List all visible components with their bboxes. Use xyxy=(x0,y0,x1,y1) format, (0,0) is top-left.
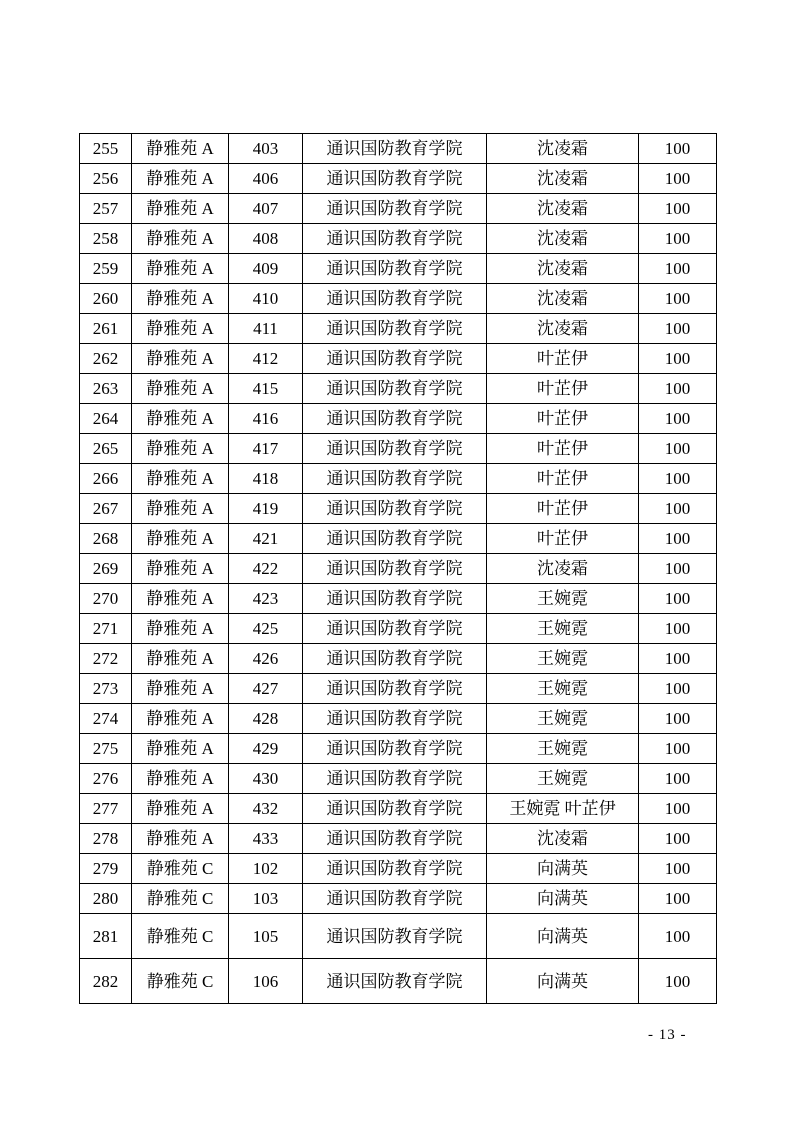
row-number-cell: 268 xyxy=(80,524,132,554)
table-row xyxy=(80,764,717,794)
score-cell: 100 xyxy=(639,194,717,224)
room-number-cell: 410 xyxy=(229,284,303,314)
score-cell: 100 xyxy=(639,884,717,914)
row-number-cell: 274 xyxy=(80,704,132,734)
college-cell: 通识国防教育学院 xyxy=(303,854,487,884)
college-cell: 通识国防教育学院 xyxy=(303,224,487,254)
college-cell: 通识国防教育学院 xyxy=(303,914,487,959)
building-cell: 静雅苑 A xyxy=(132,134,229,164)
counselor-cell: 叶芷伊 xyxy=(487,434,639,464)
score-cell: 100 xyxy=(639,224,717,254)
row-number-cell: 266 xyxy=(80,464,132,494)
row-number-cell: 256 xyxy=(80,164,132,194)
table-row xyxy=(80,959,717,1004)
score-cell: 100 xyxy=(639,644,717,674)
room-number-cell: 430 xyxy=(229,764,303,794)
room-number-cell: 411 xyxy=(229,314,303,344)
table-row xyxy=(80,644,717,674)
room-number-cell: 423 xyxy=(229,584,303,614)
counselor-cell: 向满英 xyxy=(487,959,639,1004)
score-cell: 100 xyxy=(639,704,717,734)
room-number-cell: 407 xyxy=(229,194,303,224)
score-cell: 100 xyxy=(639,134,717,164)
counselor-cell: 王婉霓 叶芷伊 xyxy=(487,794,639,824)
building-cell: 静雅苑 C xyxy=(132,914,229,959)
row-number-cell: 262 xyxy=(80,344,132,374)
dormitory-score-table xyxy=(79,133,717,1004)
college-cell: 通识国防教育学院 xyxy=(303,614,487,644)
college-cell: 通识国防教育学院 xyxy=(303,374,487,404)
college-cell: 通识国防教育学院 xyxy=(303,584,487,614)
college-cell: 通识国防教育学院 xyxy=(303,794,487,824)
counselor-cell: 向满英 xyxy=(487,884,639,914)
table-row xyxy=(80,224,717,254)
college-cell: 通识国防教育学院 xyxy=(303,764,487,794)
counselor-cell: 王婉霓 xyxy=(487,614,639,644)
table-row xyxy=(80,614,717,644)
score-cell: 100 xyxy=(639,794,717,824)
row-number-cell: 278 xyxy=(80,824,132,854)
building-cell: 静雅苑 A xyxy=(132,374,229,404)
counselor-cell: 叶芷伊 xyxy=(487,344,639,374)
college-cell: 通识国防教育学院 xyxy=(303,164,487,194)
college-cell: 通识国防教育学院 xyxy=(303,344,487,374)
score-cell: 100 xyxy=(639,824,717,854)
table-row xyxy=(80,674,717,704)
row-number-cell: 259 xyxy=(80,254,132,284)
table-row xyxy=(80,374,717,404)
table-row xyxy=(80,254,717,284)
row-number-cell: 275 xyxy=(80,734,132,764)
row-number-cell: 261 xyxy=(80,314,132,344)
row-number-cell: 270 xyxy=(80,584,132,614)
table-row xyxy=(80,584,717,614)
counselor-cell: 王婉霓 xyxy=(487,584,639,614)
table-row xyxy=(80,554,717,584)
counselor-cell: 沈凌霜 xyxy=(487,224,639,254)
college-cell: 通识国防教育学院 xyxy=(303,404,487,434)
college-cell: 通识国防教育学院 xyxy=(303,884,487,914)
row-number-cell: 279 xyxy=(80,854,132,884)
room-number-cell: 421 xyxy=(229,524,303,554)
table-row xyxy=(80,344,717,374)
table-row xyxy=(80,704,717,734)
college-cell: 通识国防教育学院 xyxy=(303,644,487,674)
building-cell: 静雅苑 A xyxy=(132,614,229,644)
row-number-cell: 277 xyxy=(80,794,132,824)
counselor-cell: 叶芷伊 xyxy=(487,374,639,404)
counselor-cell: 沈凌霜 xyxy=(487,314,639,344)
building-cell: 静雅苑 A xyxy=(132,764,229,794)
score-cell: 100 xyxy=(639,164,717,194)
building-cell: 静雅苑 A xyxy=(132,704,229,734)
table-row xyxy=(80,284,717,314)
score-cell: 100 xyxy=(639,524,717,554)
table-row xyxy=(80,134,717,164)
college-cell: 通识国防教育学院 xyxy=(303,524,487,554)
table-row xyxy=(80,314,717,344)
table-row xyxy=(80,734,717,764)
table-row xyxy=(80,434,717,464)
room-number-cell: 406 xyxy=(229,164,303,194)
building-cell: 静雅苑 A xyxy=(132,164,229,194)
room-number-cell: 425 xyxy=(229,614,303,644)
row-number-cell: 263 xyxy=(80,374,132,404)
building-cell: 静雅苑 A xyxy=(132,224,229,254)
building-cell: 静雅苑 A xyxy=(132,314,229,344)
score-cell: 100 xyxy=(639,434,717,464)
row-number-cell: 258 xyxy=(80,224,132,254)
table-row xyxy=(80,524,717,554)
college-cell: 通识国防教育学院 xyxy=(303,254,487,284)
building-cell: 静雅苑 A xyxy=(132,674,229,704)
college-cell: 通识国防教育学院 xyxy=(303,959,487,1004)
counselor-cell: 王婉霓 xyxy=(487,734,639,764)
room-number-cell: 432 xyxy=(229,794,303,824)
row-number-cell: 264 xyxy=(80,404,132,434)
building-cell: 静雅苑 A xyxy=(132,404,229,434)
counselor-cell: 沈凌霜 xyxy=(487,554,639,584)
building-cell: 静雅苑 A xyxy=(132,344,229,374)
room-number-cell: 426 xyxy=(229,644,303,674)
counselor-cell: 叶芷伊 xyxy=(487,524,639,554)
score-cell: 100 xyxy=(639,374,717,404)
table-row xyxy=(80,914,717,959)
row-number-cell: 257 xyxy=(80,194,132,224)
counselor-cell: 王婉霓 xyxy=(487,674,639,704)
score-cell: 100 xyxy=(639,914,717,959)
counselor-cell: 沈凌霜 xyxy=(487,194,639,224)
counselor-cell: 沈凌霜 xyxy=(487,164,639,194)
college-cell: 通识国防教育学院 xyxy=(303,674,487,704)
building-cell: 静雅苑 A xyxy=(132,554,229,584)
score-cell: 100 xyxy=(639,854,717,884)
room-number-cell: 105 xyxy=(229,914,303,959)
row-number-cell: 272 xyxy=(80,644,132,674)
room-number-cell: 415 xyxy=(229,374,303,404)
score-cell: 100 xyxy=(639,554,717,584)
building-cell: 静雅苑 A xyxy=(132,494,229,524)
counselor-cell: 向满英 xyxy=(487,914,639,959)
college-cell: 通识国防教育学院 xyxy=(303,494,487,524)
counselor-cell: 王婉霓 xyxy=(487,704,639,734)
college-cell: 通识国防教育学院 xyxy=(303,824,487,854)
row-number-cell: 265 xyxy=(80,434,132,464)
college-cell: 通识国防教育学院 xyxy=(303,554,487,584)
counselor-cell: 王婉霓 xyxy=(487,764,639,794)
college-cell: 通识国防教育学院 xyxy=(303,434,487,464)
score-cell: 100 xyxy=(639,464,717,494)
room-number-cell: 408 xyxy=(229,224,303,254)
score-cell: 100 xyxy=(639,254,717,284)
college-cell: 通识国防教育学院 xyxy=(303,314,487,344)
counselor-cell: 向满英 xyxy=(487,854,639,884)
building-cell: 静雅苑 A xyxy=(132,794,229,824)
building-cell: 静雅苑 A xyxy=(132,644,229,674)
score-cell: 100 xyxy=(639,494,717,524)
college-cell: 通识国防教育学院 xyxy=(303,194,487,224)
row-number-cell: 269 xyxy=(80,554,132,584)
room-number-cell: 419 xyxy=(229,494,303,524)
room-number-cell: 429 xyxy=(229,734,303,764)
table-row xyxy=(80,854,717,884)
college-cell: 通识国防教育学院 xyxy=(303,734,487,764)
counselor-cell: 叶芷伊 xyxy=(487,464,639,494)
room-number-cell: 106 xyxy=(229,959,303,1004)
score-cell: 100 xyxy=(639,959,717,1004)
room-number-cell: 428 xyxy=(229,704,303,734)
college-cell: 通识国防教育学院 xyxy=(303,134,487,164)
building-cell: 静雅苑 C xyxy=(132,854,229,884)
table-row xyxy=(80,884,717,914)
table-row xyxy=(80,824,717,854)
room-number-cell: 409 xyxy=(229,254,303,284)
row-number-cell: 273 xyxy=(80,674,132,704)
row-number-cell: 260 xyxy=(80,284,132,314)
score-cell: 100 xyxy=(639,584,717,614)
row-number-cell: 282 xyxy=(80,959,132,1004)
room-number-cell: 403 xyxy=(229,134,303,164)
building-cell: 静雅苑 A xyxy=(132,824,229,854)
score-cell: 100 xyxy=(639,344,717,374)
table-row xyxy=(80,164,717,194)
college-cell: 通识国防教育学院 xyxy=(303,284,487,314)
building-cell: 静雅苑 A xyxy=(132,584,229,614)
score-cell: 100 xyxy=(639,734,717,764)
row-number-cell: 276 xyxy=(80,764,132,794)
building-cell: 静雅苑 A xyxy=(132,734,229,764)
score-cell: 100 xyxy=(639,674,717,704)
table-row xyxy=(80,194,717,224)
building-cell: 静雅苑 A xyxy=(132,434,229,464)
building-cell: 静雅苑 A xyxy=(132,194,229,224)
room-number-cell: 103 xyxy=(229,884,303,914)
score-cell: 100 xyxy=(639,314,717,344)
building-cell: 静雅苑 C xyxy=(132,959,229,1004)
score-cell: 100 xyxy=(639,284,717,314)
room-number-cell: 416 xyxy=(229,404,303,434)
page-number: - 13 - xyxy=(648,1027,687,1043)
room-number-cell: 418 xyxy=(229,464,303,494)
counselor-cell: 沈凌霜 xyxy=(487,824,639,854)
college-cell: 通识国防教育学院 xyxy=(303,704,487,734)
counselor-cell: 沈凌霜 xyxy=(487,284,639,314)
score-cell: 100 xyxy=(639,614,717,644)
building-cell: 静雅苑 A xyxy=(132,524,229,554)
room-number-cell: 417 xyxy=(229,434,303,464)
room-number-cell: 427 xyxy=(229,674,303,704)
table-body xyxy=(80,134,717,1004)
counselor-cell: 沈凌霜 xyxy=(487,254,639,284)
room-number-cell: 422 xyxy=(229,554,303,584)
building-cell: 静雅苑 A xyxy=(132,464,229,494)
room-number-cell: 102 xyxy=(229,854,303,884)
counselor-cell: 王婉霓 xyxy=(487,644,639,674)
row-number-cell: 271 xyxy=(80,614,132,644)
building-cell: 静雅苑 A xyxy=(132,254,229,284)
table-row xyxy=(80,494,717,524)
row-number-cell: 255 xyxy=(80,134,132,164)
row-number-cell: 281 xyxy=(80,914,132,959)
row-number-cell: 280 xyxy=(80,884,132,914)
room-number-cell: 433 xyxy=(229,824,303,854)
table-row xyxy=(80,404,717,434)
college-cell: 通识国防教育学院 xyxy=(303,464,487,494)
table-row xyxy=(80,464,717,494)
counselor-cell: 叶芷伊 xyxy=(487,494,639,524)
counselor-cell: 叶芷伊 xyxy=(487,404,639,434)
room-number-cell: 412 xyxy=(229,344,303,374)
score-cell: 100 xyxy=(639,764,717,794)
building-cell: 静雅苑 A xyxy=(132,284,229,314)
counselor-cell: 沈凌霜 xyxy=(487,134,639,164)
score-cell: 100 xyxy=(639,404,717,434)
building-cell: 静雅苑 C xyxy=(132,884,229,914)
table-row xyxy=(80,794,717,824)
row-number-cell: 267 xyxy=(80,494,132,524)
